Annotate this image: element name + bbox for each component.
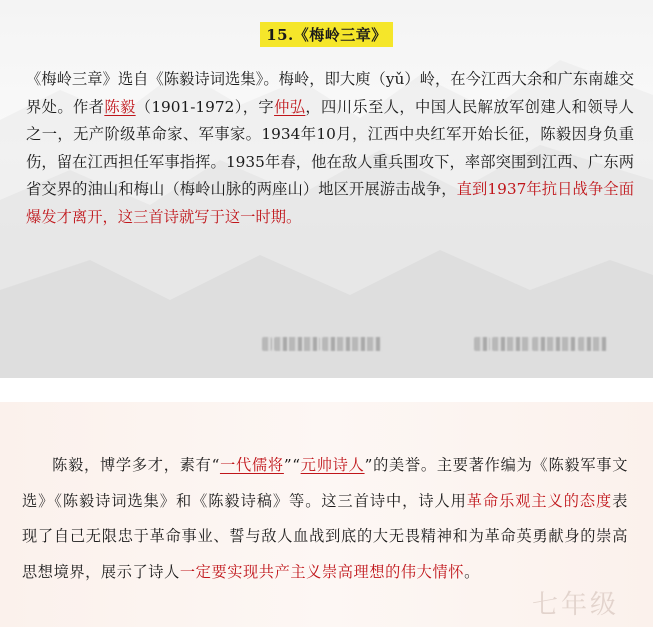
author-paragraph [22, 448, 628, 590]
author-text-2: ”“ [283, 456, 301, 474]
ideal-phrase: 一定要实现共产主义崇高理想的伟大情怀 [179, 562, 465, 581]
grade-watermark: 七年级 [531, 590, 619, 620]
author-text-1: 陈毅，博学多才，素有“ [52, 456, 220, 474]
title-marshal-poet: 元帅诗人 [300, 456, 365, 474]
courtesy-name: 仲弘 [274, 97, 306, 116]
author-name: 陈毅 [104, 97, 136, 116]
slide-divider [0, 378, 653, 402]
author-text-4: 表现了自己无限忠于革命事业、誓与敌人血战到底的大无畏精神和为革命英勇献身的崇高思想境界，展示了诗人 [22, 491, 629, 581]
title-confucian-general: 一代儒将 [219, 456, 284, 474]
intro-text-1: 《梅岭三章》选自《陈毅诗词选集》。梅岭，即大庾（yǔ）岭，在今江西大余和广东南雄交界处。作者 [26, 70, 634, 116]
author-text-3: ”的美誉。主要著作编为《陈毅军事文选》《陈毅诗词选集》和《陈毅诗稿》等。这三首诗中，诗人用 [22, 456, 629, 510]
blurred-text-right [474, 336, 610, 352]
title-wrap [0, 22, 653, 47]
blurred-text-left [262, 336, 384, 352]
intro-highlight: 直到1937年抗日战争全面爆发才离开，这三首诗就写于这一时期。 [26, 180, 634, 226]
intro-text-2: （1901-1972），字 [135, 97, 275, 116]
page-title: 15.《梅岭三章》 [260, 22, 393, 47]
intro-text-3: ，四川乐至人，中国人民解放军创建人和领导人之一，无产阶级革命家、军事家。1934年10月，江西中央红军开始长征，陈毅因身负重伤，留在江西担任军事指挥。1935年春，他在敌人重兵围攻下，率部突围到江西、广东两省交界的油山和梅山（梅岭山脉的两座山）地区开展游击战争， [26, 97, 634, 199]
intro-paragraph [26, 66, 634, 232]
author-text-5: 。 [464, 562, 480, 581]
optimism-phrase: 革命乐观主义的态度 [466, 491, 613, 510]
